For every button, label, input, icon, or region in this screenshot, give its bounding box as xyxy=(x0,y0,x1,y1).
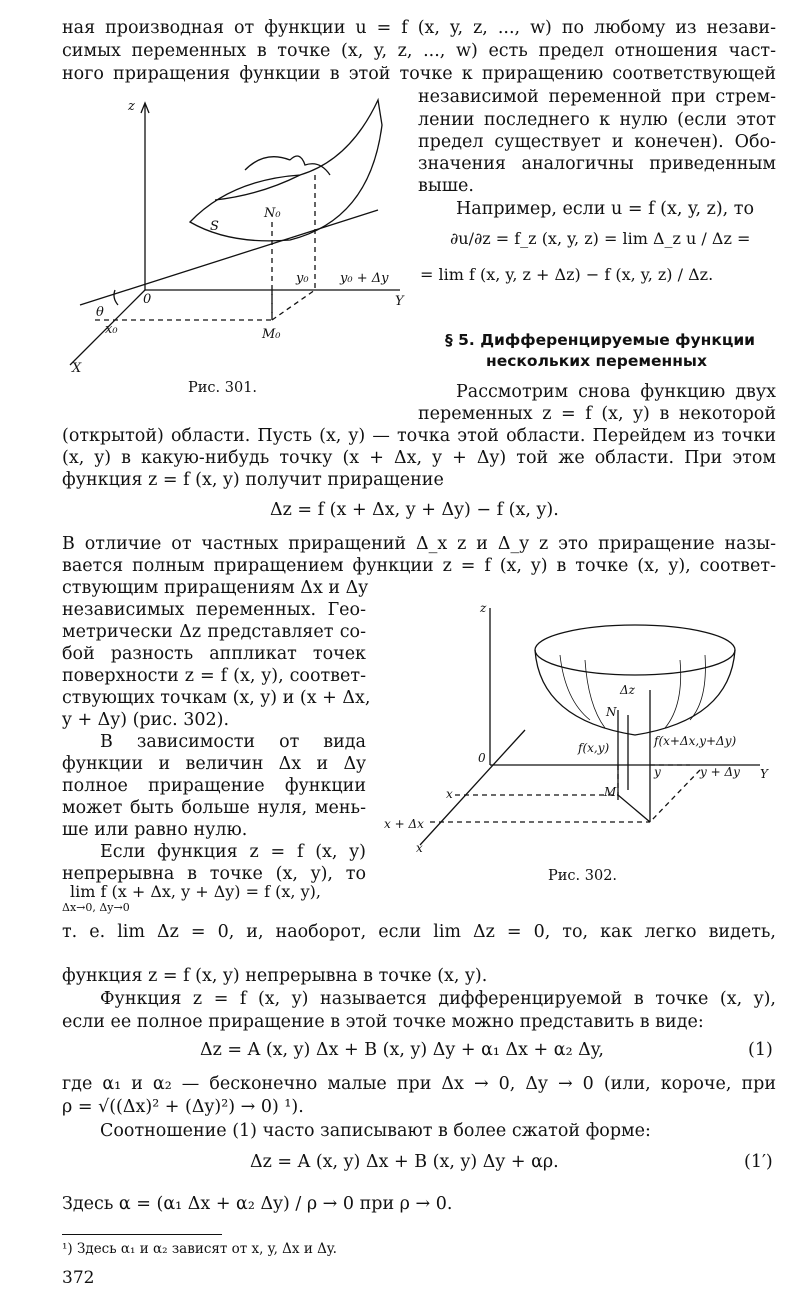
text-line: ного приращения функции в этой точке к приращению соответствующей xyxy=(62,64,776,84)
y0-label: y₀ xyxy=(296,271,309,286)
text-line: В отличие от частных приращений Δ_x z и Δ_y z это приращение назы- xyxy=(62,534,776,554)
text-line: Если функция z = f (x, y) xyxy=(100,842,366,862)
x-tick-label: x xyxy=(446,787,453,801)
s-label: S xyxy=(210,219,219,234)
text-line: функция z = f (x, y) непрерывна в точке (x, y). xyxy=(62,966,488,986)
text-line: предел существует и конечен). Обо- xyxy=(418,132,776,152)
figure-301-caption: Рис. 301. xyxy=(188,380,258,396)
equation-1-prime-number: (1′) xyxy=(744,1152,773,1172)
text-line: ствующих точкам (x, y) и (x + Δx, xyxy=(62,688,371,708)
text-line: функция z = f (x, y) получит приращение xyxy=(62,470,444,490)
axis-label-y: Y xyxy=(760,767,768,781)
footnote: ¹) Здесь α₁ и α₂ зависят от x, y, Δx и Δy. xyxy=(62,1241,337,1257)
equation-1: Δz = A (x, y) Δx + B (x, y) Δy + α₁ Δx + α₂ Δy, xyxy=(200,1040,604,1060)
n-label: N xyxy=(606,705,617,719)
theta-label: θ xyxy=(96,305,104,320)
text-line: ше или равно нулю. xyxy=(62,820,248,840)
axis-label-x: X xyxy=(72,361,82,376)
text-line: Функция z = f (x, y) называется дифференцируемой в точке (x, y), xyxy=(100,989,776,1009)
text-line: лении последнего к нулю (если этот xyxy=(418,110,776,130)
equation: = lim f (x, y, z + Δz) − f (x, y, z) / Δz. xyxy=(420,265,714,284)
m0-label: M₀ xyxy=(262,327,281,342)
text-line: (открытой) области. Пусть (x, y) — точка этой области. Перейдем из точки xyxy=(62,426,776,446)
equation-1-prime: Δz = A (x, y) Δx + B (x, y) Δy + αρ. xyxy=(250,1152,559,1172)
axis-label-z: z xyxy=(128,99,135,114)
text-line: Соотношение (1) часто записывают в более сжатой форме: xyxy=(100,1121,651,1141)
text-line: бой разность аппликат точек xyxy=(62,644,366,664)
text-line: независимой переменной при стрем- xyxy=(418,87,776,107)
section-heading: § 5. Дифференцируемые функции xyxy=(445,331,756,349)
text-line: независимых переменных. Гео- xyxy=(62,600,366,620)
figure-301 xyxy=(60,86,410,376)
text-line: метрически Δz представляет со- xyxy=(62,622,366,642)
origin-label: 0 xyxy=(478,751,486,765)
m-label: M xyxy=(604,785,617,799)
text-line: непрерывна в точке (x, y), то xyxy=(62,864,366,884)
text-line: может быть больше нуля, мень- xyxy=(62,798,366,818)
x0-label: x₀ xyxy=(105,322,118,337)
equation: ∂u/∂z = f_z (x, y, z) = lim Δ_z u / Δz = xyxy=(450,229,751,248)
axis-label-x: x xyxy=(416,841,423,855)
text-line: поверхности z = f (x, y), соответ- xyxy=(62,666,366,686)
ydy-label: y + Δy xyxy=(700,765,740,779)
n0-label: N₀ xyxy=(264,206,281,221)
text-line: т. е. lim Δz = 0, и, наоборот, если lim Δz = 0, то, как легко видеть, xyxy=(62,922,776,942)
text-line: (x, y) в какую-нибудь точку (x + Δx, y + Δy) той же области. При этом xyxy=(62,448,776,468)
text-line: ная производная от функции u = f (x, y, z, ..., w) по любому из незави- xyxy=(62,18,776,38)
dz-label: Δz xyxy=(620,683,635,697)
axis-label-z: z xyxy=(480,601,487,615)
xdx-label: x + Δx xyxy=(384,817,424,831)
text-line: значения аналогичны приведенным xyxy=(418,154,776,174)
text-line: Рассмотрим снова функцию двух xyxy=(456,382,776,402)
text-line: если ее полное приращение в этой точке можно представить в виде: xyxy=(62,1012,704,1032)
equation: lim f (x + Δx, y + Δy) = f (x, y), xyxy=(70,882,321,901)
text-line: полное приращение функции xyxy=(62,776,366,796)
page-number: 372 xyxy=(62,1268,95,1288)
figure-302 xyxy=(384,598,780,888)
footnote-divider xyxy=(62,1234,222,1235)
origin-label: 0 xyxy=(143,292,152,307)
text-line: переменных z = f (x, y) в некоторой xyxy=(418,404,776,424)
axis-label-y: Y xyxy=(395,294,404,309)
text-line: y + Δy) (рис. 302). xyxy=(62,710,230,730)
text-line: В зависимости от вида xyxy=(100,732,366,752)
text-line: Например, если u = f (x, y, z), то xyxy=(456,199,755,219)
text-line: Здесь α = (α₁ Δx + α₂ Δy) / ρ → 0 при ρ → 0. xyxy=(62,1194,453,1214)
equation: Δz = f (x + Δx, y + Δy) − f (x, y). xyxy=(270,500,559,520)
text-line: функции и величин Δx и Δy xyxy=(62,754,366,774)
text-line: ρ = √((Δx)² + (Δy)²) → 0) ¹). xyxy=(62,1097,304,1117)
limit-subscript: Δx→0, Δy→0 xyxy=(62,901,130,914)
figure-302-caption: Рис. 302. xyxy=(548,868,618,884)
text-line: выше. xyxy=(418,176,474,196)
text-line: вается полным приращением функции z = f (x, y) в точке (x, y), соответ- xyxy=(62,556,776,576)
equation-1-number: (1) xyxy=(748,1040,773,1060)
section-heading: нескольких переменных xyxy=(486,352,707,370)
y0dy-label: y₀ + Δy xyxy=(340,271,389,286)
text-line: симых переменных в точке (x, y, z, ..., w) есть предел отношения част- xyxy=(62,41,776,61)
fxdx-label: f(x+Δx,y+Δy) xyxy=(654,734,737,748)
text-line: где α₁ и α₂ — бесконечно малые при Δx → 0, Δy → 0 (или, короче, при xyxy=(62,1074,776,1094)
text-line: ствующим приращениям Δx и Δy xyxy=(62,578,369,598)
fxy-label: f(x,y) xyxy=(578,741,610,755)
yy-label: y xyxy=(654,765,661,779)
